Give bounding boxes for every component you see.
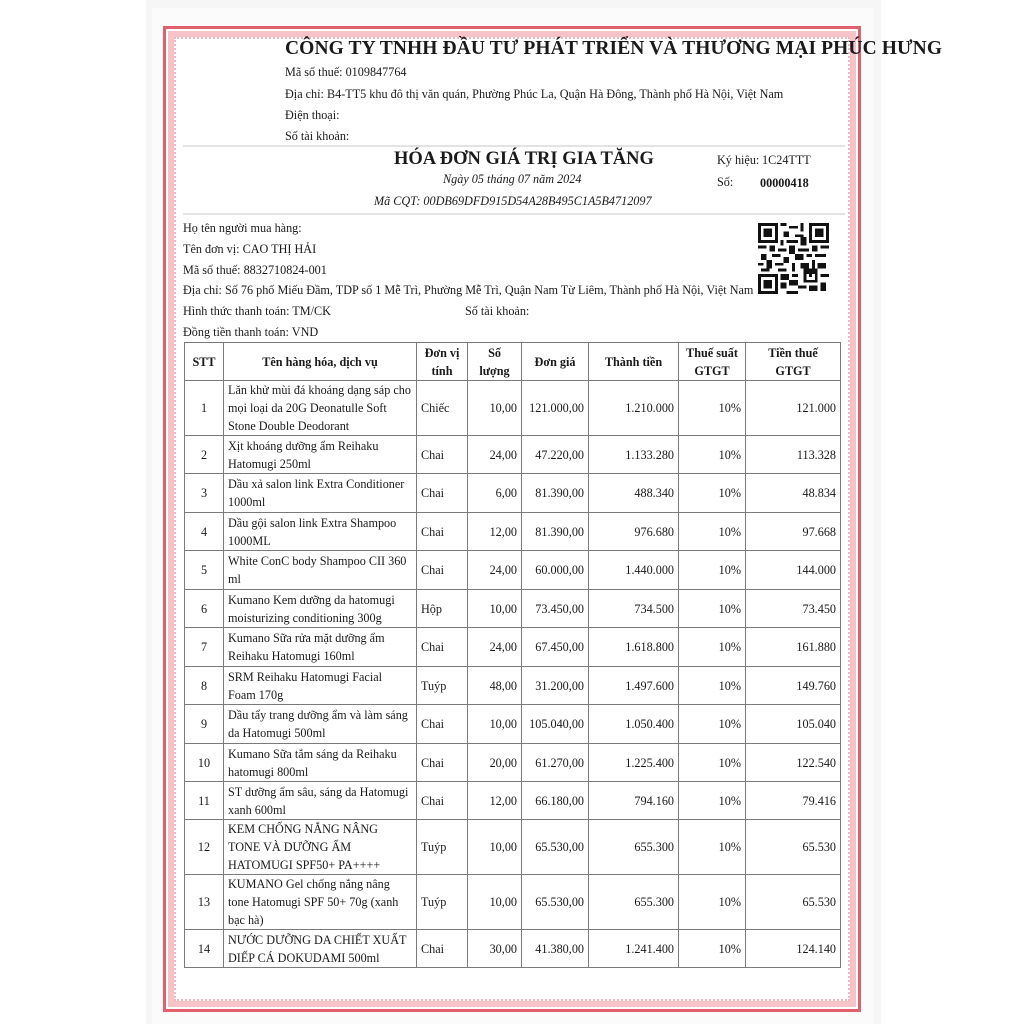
invoice-title: HÓA ĐƠN GIÁ TRỊ GIA TĂNG xyxy=(394,149,654,169)
row-unit: Chai xyxy=(417,513,468,551)
row-tax-amount: 65.530 xyxy=(746,875,841,930)
row-unit-price: 60.000,00 xyxy=(522,551,589,590)
row-qty: 24,00 xyxy=(468,551,522,590)
table-header-row xyxy=(185,343,841,381)
row-unit: Chiếc xyxy=(417,381,468,436)
items-table xyxy=(184,342,841,968)
payment-currency: Đồng tiền thanh toán: VND xyxy=(183,325,319,339)
table-row xyxy=(185,551,841,590)
row-item-name: KUMANO Gel chống nắng nâng tone Hatomugi SPF 50+ 70g (xanh bạc hà) xyxy=(224,875,417,930)
symbol-label: Ký hiệu: xyxy=(717,153,760,167)
row-item-name: Lăn khử mùi đá khoáng dạng sáp cho mọi loại da 20G Deonatulle Soft Stone Double Deodorant xyxy=(224,381,417,436)
row-tax-amount: 113.328 xyxy=(746,436,841,474)
row-tax-amount: 65.530 xyxy=(746,820,841,875)
row-unit: Chai xyxy=(417,474,468,513)
row-stt: 2 xyxy=(185,436,224,474)
row-stt: 13 xyxy=(185,875,224,930)
row-unit-price: 41.380,00 xyxy=(522,930,589,968)
row-stt: 9 xyxy=(185,705,224,744)
row-stt: 10 xyxy=(185,744,224,782)
row-unit-price: 81.390,00 xyxy=(522,513,589,551)
table-row xyxy=(185,513,841,551)
row-qty: 30,00 xyxy=(468,930,522,968)
row-stt: 8 xyxy=(185,667,224,705)
row-tax-amount: 105.040 xyxy=(746,705,841,744)
col-header-rate: Thuế suất GTGT xyxy=(679,343,746,381)
row-tax-rate: 10% xyxy=(679,628,746,667)
row-unit: Chai xyxy=(417,705,468,744)
row-unit: Chai xyxy=(417,551,468,590)
row-unit: Chai xyxy=(417,930,468,968)
row-tax-amount: 149.760 xyxy=(746,667,841,705)
row-tax-rate: 10% xyxy=(679,590,746,628)
col-header-unit: Đơn vị tính xyxy=(417,343,468,381)
row-unit-price: 61.270,00 xyxy=(522,744,589,782)
buyer-unit: Tên đơn vị: CAO THỊ HẢI xyxy=(183,242,317,256)
row-qty: 48,00 xyxy=(468,667,522,705)
row-unit-price: 121.000,00 xyxy=(522,381,589,436)
row-item-name: SRM Reihaku Hatomugi Facial Foam 170g xyxy=(224,667,417,705)
col-header-name: Tên hàng hóa, dịch vụ xyxy=(224,343,417,381)
row-amount: 1.618.800 xyxy=(589,628,679,667)
row-tax-rate: 10% xyxy=(679,667,746,705)
row-qty: 10,00 xyxy=(468,705,522,744)
row-unit-price: 105.040,00 xyxy=(522,705,589,744)
row-stt: 5 xyxy=(185,551,224,590)
table-row xyxy=(185,474,841,513)
row-unit: Tuýp xyxy=(417,667,468,705)
seller-tax-code: Mã số thuế: 0109847764 xyxy=(285,65,407,79)
row-amount: 1.133.280 xyxy=(589,436,679,474)
row-unit-price: 67.450,00 xyxy=(522,628,589,667)
row-unit-price: 65.530,00 xyxy=(522,820,589,875)
row-tax-amount: 144.000 xyxy=(746,551,841,590)
row-amount: 1.497.600 xyxy=(589,667,679,705)
row-item-name: KEM CHỐNG NẮNG NÂNG TONE VÀ DƯỠNG ẨM HATOMUGI SPF50+ PA++++ xyxy=(224,820,417,875)
row-item-name: Kumano Sữa rửa mặt dưỡng ẩm Reihaku Hatomugi 160ml xyxy=(224,628,417,667)
buyer-tax-code: Mã số thuế: 8832710824-001 xyxy=(183,263,327,277)
seller-phone: Điện thoại: xyxy=(285,108,340,122)
row-tax-amount: 48.834 xyxy=(746,474,841,513)
row-qty: 10,00 xyxy=(468,820,522,875)
row-amount: 1.210.000 xyxy=(589,381,679,436)
row-stt: 12 xyxy=(185,820,224,875)
row-tax-amount: 79.416 xyxy=(746,782,841,820)
table-row xyxy=(185,875,841,930)
row-amount: 1.440.000 xyxy=(589,551,679,590)
row-tax-rate: 10% xyxy=(679,744,746,782)
row-tax-amount: 121.000 xyxy=(746,381,841,436)
row-item-name: Dầu tẩy trang dưỡng ẩm và làm sáng da Hatomugi 500ml xyxy=(224,705,417,744)
col-header-price: Đơn giá xyxy=(522,343,589,381)
symbol-value: 1C24TTT xyxy=(762,153,811,167)
table-row xyxy=(185,381,841,436)
row-unit-price: 47.220,00 xyxy=(522,436,589,474)
row-qty: 12,00 xyxy=(468,513,522,551)
row-unit: Chai xyxy=(417,782,468,820)
seller-address: Địa chỉ: B4-TT5 khu đô thị văn quán, Phường Phúc La, Quận Hà Đông, Thành phố Hà Nội, Việt Nam xyxy=(285,87,784,101)
divider-top xyxy=(183,145,845,147)
row-amount: 734.500 xyxy=(589,590,679,628)
row-item-name: Dầu xả salon link Extra Conditioner 1000ml xyxy=(224,474,417,513)
buyer-name: Họ tên người mua hàng: xyxy=(183,221,302,235)
row-unit: Tuýp xyxy=(417,875,468,930)
row-qty: 6,00 xyxy=(468,474,522,513)
row-item-name: Kumano Kem dưỡng da hatomugi moisturizing conditioning 300g xyxy=(224,590,417,628)
row-item-name: ST dưỡng ẩm sâu, sáng da Hatomugi xanh 600ml xyxy=(224,782,417,820)
row-unit-price: 81.390,00 xyxy=(522,474,589,513)
invoice-number: 00000418 xyxy=(760,176,809,190)
table-row xyxy=(185,782,841,820)
table-row xyxy=(185,436,841,474)
number-label: Số: xyxy=(717,175,734,189)
invoice-cqt-code: Mã CQT: 00DB69DFD915D54A28B495C1A5B4712097 xyxy=(374,194,652,208)
row-unit: Chai xyxy=(417,744,468,782)
row-tax-rate: 10% xyxy=(679,436,746,474)
col-header-tax: Tiền thuế GTGT xyxy=(746,343,841,381)
buyer-address: Địa chỉ: Số 76 phố Miếu Đầm, TDP số 1 Mễ Trì, Phường Mễ Trì, Quận Nam Từ Liêm, Thành phố Hà Nội, Việt Nam xyxy=(183,283,754,297)
table-row xyxy=(185,930,841,968)
row-tax-rate: 10% xyxy=(679,930,746,968)
buyer-account: Số tài khoản: xyxy=(465,304,530,318)
row-tax-amount: 122.540 xyxy=(746,744,841,782)
row-unit-price: 31.200,00 xyxy=(522,667,589,705)
qr-code-icon xyxy=(758,223,829,294)
table-row xyxy=(185,590,841,628)
row-tax-amount: 124.140 xyxy=(746,930,841,968)
invoice-date: Ngày 05 tháng 07 năm 2024 xyxy=(443,172,582,186)
row-stt: 14 xyxy=(185,930,224,968)
row-amount: 976.680 xyxy=(589,513,679,551)
row-unit-price: 65.530,00 xyxy=(522,875,589,930)
row-amount: 1.050.400 xyxy=(589,705,679,744)
row-stt: 1 xyxy=(185,381,224,436)
row-amount: 1.225.400 xyxy=(589,744,679,782)
row-qty: 10,00 xyxy=(468,590,522,628)
row-item-name: White ConC body Shampoo CII 360 ml xyxy=(224,551,417,590)
row-unit: Tuýp xyxy=(417,820,468,875)
row-tax-rate: 10% xyxy=(679,513,746,551)
row-stt: 7 xyxy=(185,628,224,667)
table-row xyxy=(185,820,841,875)
row-qty: 20,00 xyxy=(468,744,522,782)
row-tax-rate: 10% xyxy=(679,820,746,875)
row-qty: 12,00 xyxy=(468,782,522,820)
row-tax-amount: 161.880 xyxy=(746,628,841,667)
row-qty: 10,00 xyxy=(468,875,522,930)
row-qty: 24,00 xyxy=(468,436,522,474)
row-amount: 488.340 xyxy=(589,474,679,513)
row-tax-rate: 10% xyxy=(679,782,746,820)
row-tax-rate: 10% xyxy=(679,551,746,590)
row-tax-rate: 10% xyxy=(679,875,746,930)
row-tax-amount: 97.668 xyxy=(746,513,841,551)
row-item-name: Xịt khoáng dưỡng ẩm Reihaku Hatomugi 250ml xyxy=(224,436,417,474)
table-row xyxy=(185,667,841,705)
row-amount: 655.300 xyxy=(589,820,679,875)
row-qty: 10,00 xyxy=(468,381,522,436)
col-header-amount: Thành tiền xyxy=(589,343,679,381)
row-unit-price: 73.450,00 xyxy=(522,590,589,628)
seller-company-name: CÔNG TY TNHH ĐẦU TƯ PHÁT TRIỂN VÀ THƯƠNG MẠI PHÚC HƯNG xyxy=(285,38,943,59)
payment-method: Hình thức thanh toán: TM/CK xyxy=(183,304,331,318)
col-header-stt: STT xyxy=(185,343,224,381)
divider-bottom xyxy=(183,213,845,215)
row-tax-rate: 10% xyxy=(679,381,746,436)
row-unit: Hộp xyxy=(417,590,468,628)
row-unit: Chai xyxy=(417,436,468,474)
row-qty: 24,00 xyxy=(468,628,522,667)
table-row xyxy=(185,744,841,782)
row-stt: 3 xyxy=(185,474,224,513)
row-unit-price: 66.180,00 xyxy=(522,782,589,820)
row-item-name: NƯỚC DƯỠNG DA CHIẾT XUẤT DIẾP CÁ DOKUDAMI 500ml xyxy=(224,930,417,968)
seller-account: Số tài khoản: xyxy=(285,129,350,143)
row-tax-rate: 10% xyxy=(679,705,746,744)
row-item-name: Dầu gội salon link Extra Shampoo 1000ML xyxy=(224,513,417,551)
row-tax-rate: 10% xyxy=(679,474,746,513)
row-stt: 6 xyxy=(185,590,224,628)
col-header-qty: Số lượng xyxy=(468,343,522,381)
row-stt: 4 xyxy=(185,513,224,551)
table-row xyxy=(185,628,841,667)
row-stt: 11 xyxy=(185,782,224,820)
row-amount: 794.160 xyxy=(589,782,679,820)
row-amount: 655.300 xyxy=(589,875,679,930)
row-amount: 1.241.400 xyxy=(589,930,679,968)
row-tax-amount: 73.450 xyxy=(746,590,841,628)
table-row xyxy=(185,705,841,744)
row-item-name: Kumano Sữa tắm sáng da Reihaku hatomugi 800ml xyxy=(224,744,417,782)
row-unit: Chai xyxy=(417,628,468,667)
